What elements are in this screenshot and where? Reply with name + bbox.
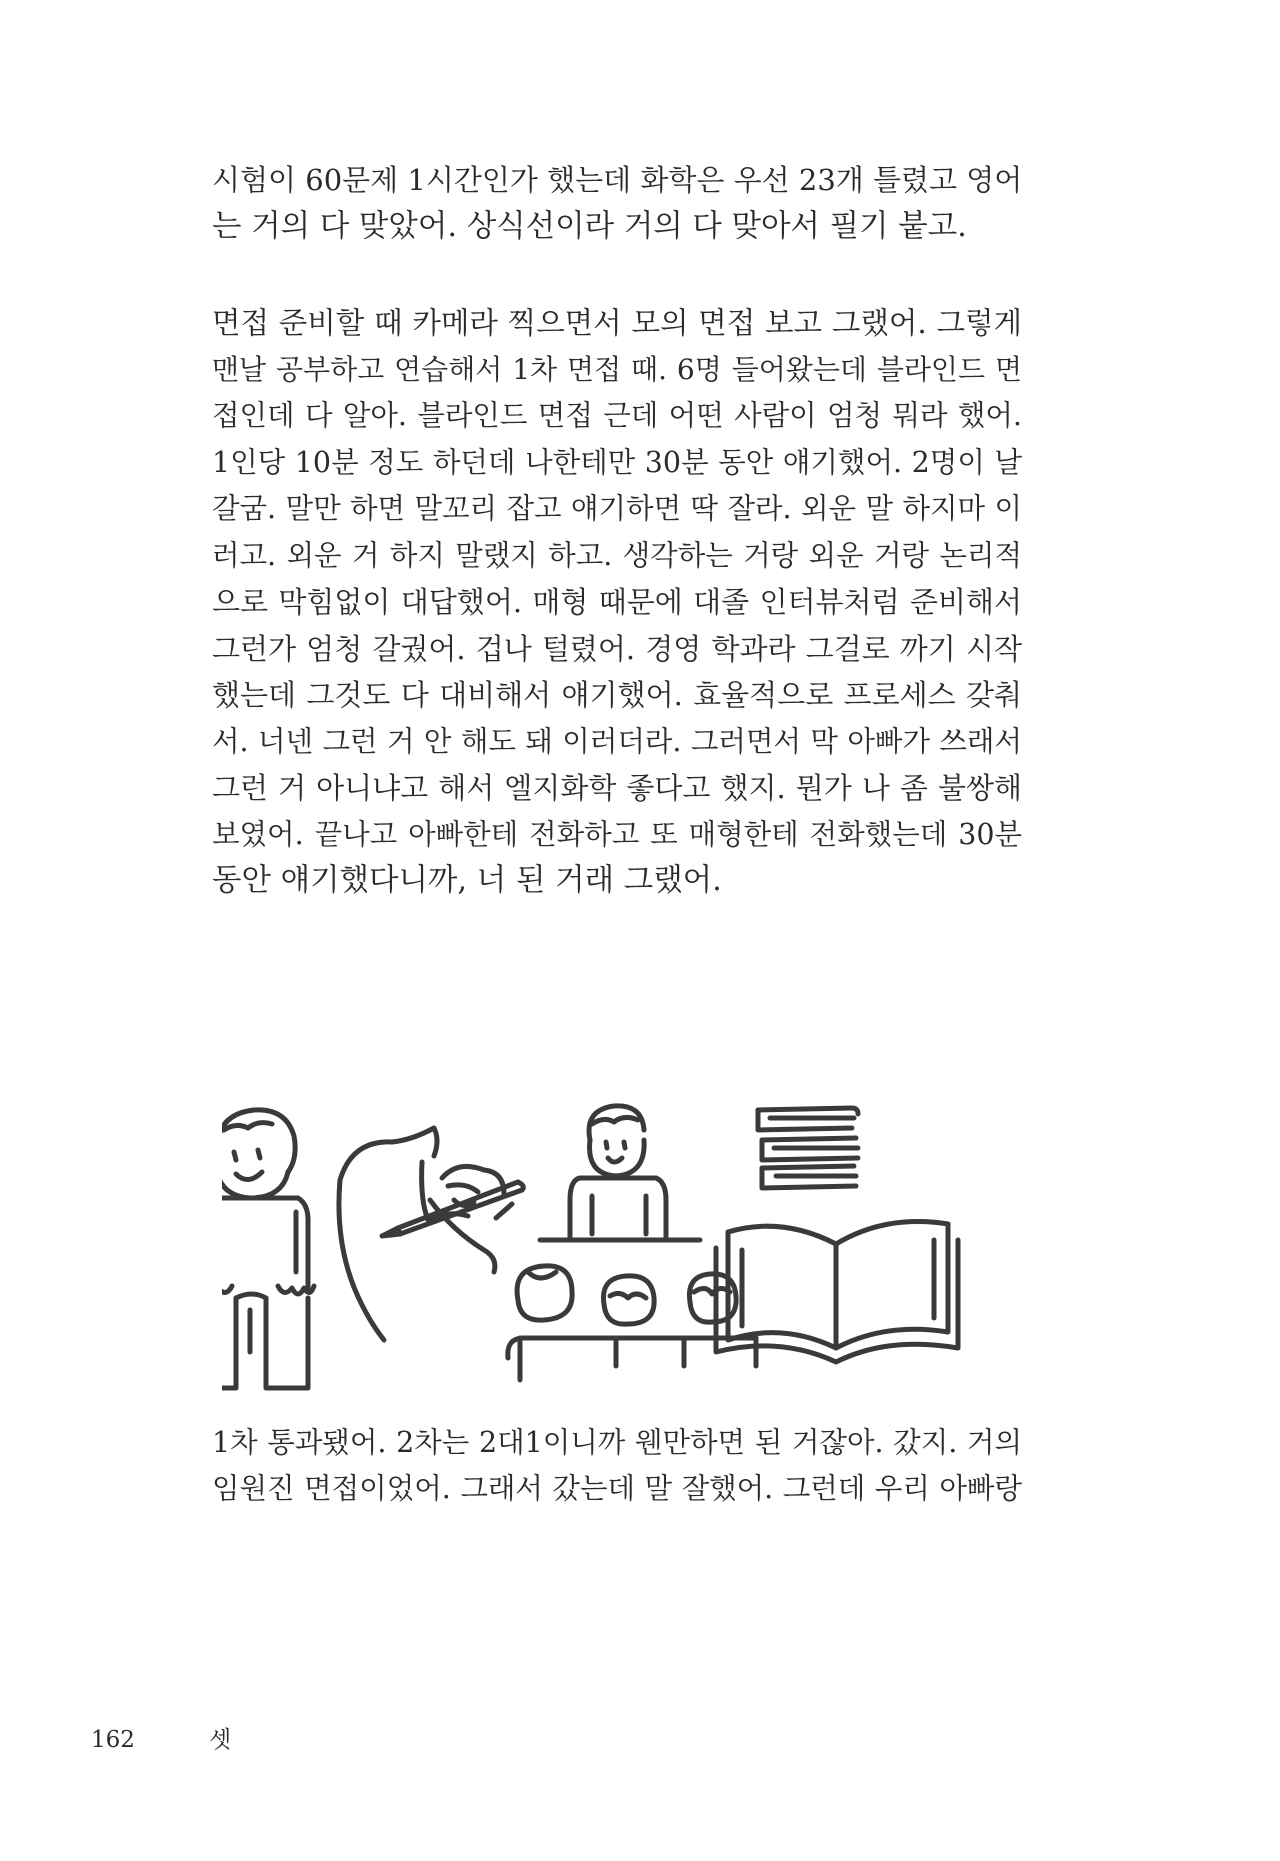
text-line: 동안 얘기했다니까, 너 된 거래 그랬어. <box>212 863 722 898</box>
text-line: 보였어. 끝나고 아빠한테 전화하고 또 매형한테 전화했는데 30분 <box>212 818 1022 851</box>
illustration <box>222 1100 1022 1400</box>
text-line: 서. 너넨 그런 거 안 해도 돼 이러더라. 그러면서 막 아빠가 쓰래서 <box>212 725 1022 758</box>
seated-person-icon <box>222 1110 314 1388</box>
text-line: 그런가 엄청 갈궜어. 겁나 털렸어. 경영 학과라 그걸로 까기 시작 <box>212 632 1022 666</box>
hand-with-pen-icon <box>339 1128 523 1340</box>
text-line: 1차 통과됐어. 2차는 2대1이니까 웬만하면 된 거잖아. 갔지. 거의 <box>212 1426 1022 1459</box>
text-line: 맨날 공부하고 연습해서 1차 면접 때. 6명 들어왔는데 블라인드 면 <box>212 353 1022 386</box>
interview-audience-icon <box>508 1106 756 1380</box>
text-line: 는 거의 다 맞았어. 상식선이라 거의 다 맞아서 필기 붙고. <box>212 209 967 244</box>
text-line: 시험이 60문제 1시간인가 했는데 화학은 우선 23개 틀렸고 영어 <box>212 163 1023 197</box>
section-title: 셋 <box>209 1727 232 1753</box>
text-line: 1인당 10분 정도 하던데 나한테만 30분 동안 얘기했어. 2명이 날 <box>212 446 1022 479</box>
text-line: 면접 준비할 때 카메라 찍으면서 모의 면접 보고 그랬어. 그렇게 <box>212 306 1022 340</box>
text-line: 그런 거 아니냐고 해서 엘지화학 좋다고 했지. 뭔가 나 좀 불쌍해 <box>212 771 1022 805</box>
text-line: 러고. 외운 거 하지 말랬지 하고. 생각하는 거랑 외운 거랑 논리적 <box>212 539 1022 572</box>
books-icon <box>716 1108 958 1362</box>
text-line: 갈굼. 말만 하면 말꼬리 잡고 얘기하면 딱 잘라. 외운 말 하지마 이 <box>212 492 1022 525</box>
text-line: 임원진 면접이었어. 그래서 갔는데 말 잘했어. 그런데 우리 아빠랑 <box>212 1472 1022 1505</box>
text-line: 으로 막힘없이 대답했어. 매형 때문에 대졸 인터뷰처럼 준비해서 <box>212 585 1022 619</box>
text-line: 했는데 그것도 다 대비해서 얘기했어. 효율적으로 프로세스 갖춰 <box>212 678 1022 712</box>
text-line: 접인데 다 알아. 블라인드 면접 근데 어떤 사람이 엄청 뭐라 했어. <box>212 399 1022 432</box>
page-number: 162 <box>91 1727 135 1753</box>
